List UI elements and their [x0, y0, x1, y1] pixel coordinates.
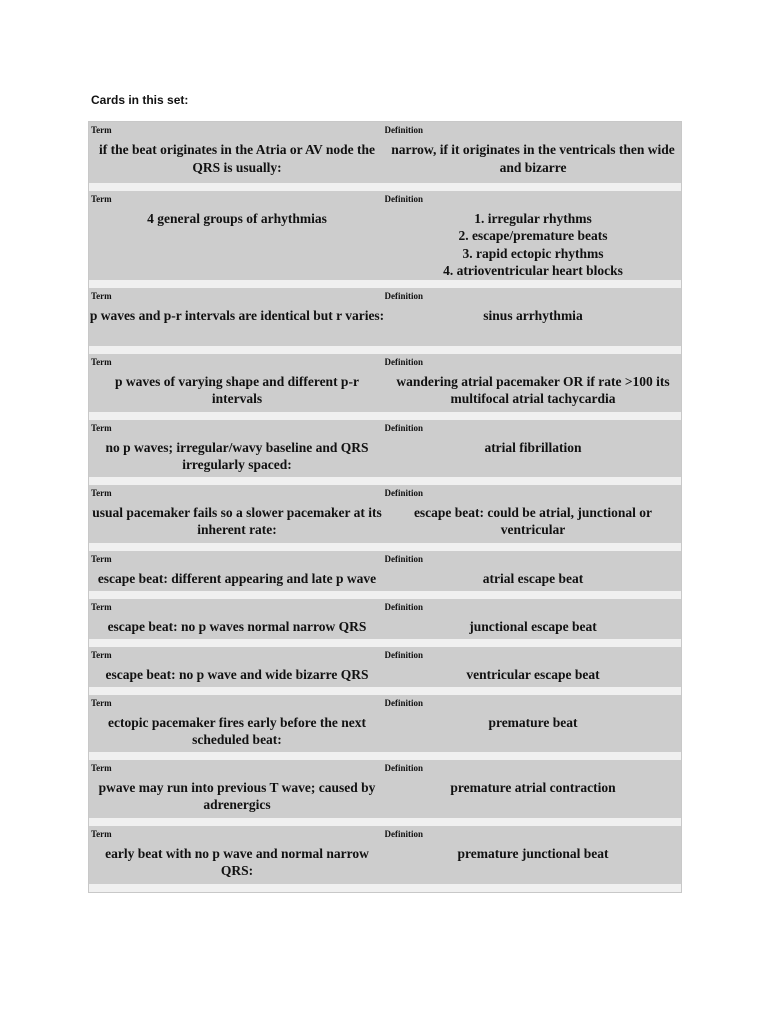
card-term-text: 4 general groups of arhythmias — [147, 210, 327, 226]
card-term-cell — [89, 599, 385, 639]
card-definition-cell — [385, 647, 682, 687]
card-term-text: no p waves; irregular/wavy baseline and QRS irregularly spaced: — [105, 439, 369, 472]
term-label: Term — [91, 601, 112, 612]
separator-cell — [89, 346, 682, 354]
card-definition-text: wandering atrial pacemaker OR if rate >100 its multifocal atrial tachycardia — [396, 373, 670, 406]
cards-heading: Cards in this set: — [91, 93, 189, 107]
card-separator — [89, 818, 682, 826]
separator-cell — [89, 818, 682, 826]
card-row — [89, 191, 682, 280]
definition-label: Definition — [384, 553, 424, 564]
separator-cell — [89, 412, 682, 420]
card-definition-text: escape beat: could be atrial, junctional or ventricular — [413, 504, 653, 537]
card-row — [89, 647, 682, 687]
definition-label: Definition — [384, 125, 424, 135]
definition-label: Definition — [384, 601, 424, 612]
definition-label: Definition — [384, 828, 424, 839]
card-definition-cell — [385, 695, 682, 752]
card-term-text: usual pacemaker fails so a slower pacemaker at its inherent rate: — [92, 504, 382, 537]
card-term-cell — [89, 647, 385, 687]
card-term-cell — [89, 826, 385, 884]
separator-cell — [89, 183, 682, 191]
separator-cell — [89, 639, 682, 647]
card-row — [89, 288, 682, 346]
separator-cell — [89, 752, 682, 760]
card-definition-cell — [385, 420, 682, 477]
card-definition-cell — [385, 485, 682, 543]
card-term-cell — [89, 191, 385, 280]
card-separator — [89, 280, 682, 288]
term-label: Term — [91, 487, 112, 498]
card-row — [89, 760, 682, 818]
card-term-cell — [89, 354, 385, 412]
card-table — [88, 121, 682, 893]
definition-label: Definition — [384, 649, 424, 660]
card-separator — [89, 687, 682, 695]
term-label: Term — [91, 356, 112, 367]
card-separator — [89, 183, 682, 191]
term-label: Term — [91, 649, 112, 660]
definition-label: Definition — [384, 422, 424, 433]
card-row — [89, 695, 682, 752]
card-definition-text: 1. irregular rhythms 2. escape/premature beats 3. rapid ectopic rhythms 4. atrioventricular heart blocks — [443, 210, 623, 278]
card-separator — [89, 412, 682, 420]
term-label: Term — [91, 828, 112, 839]
term-label: Term — [91, 422, 112, 433]
card-row — [89, 354, 682, 412]
card-row — [89, 420, 682, 477]
card-term-text: pwave may run into previous T wave; caused by adrenergics — [98, 779, 376, 812]
card-term-text: ectopic pacemaker fires early before the next scheduled beat: — [108, 714, 366, 747]
card-separator — [89, 346, 682, 354]
card-term-text: if the beat originates in the Atria or AV node the QRS is usually: — [99, 142, 375, 175]
card-term-text: early beat with no p wave and normal narrow QRS: — [105, 845, 369, 878]
definition-label: Definition — [384, 697, 424, 708]
card-term-cell — [89, 695, 385, 752]
definition-label: Definition — [384, 290, 424, 301]
card-list — [89, 122, 682, 893]
separator-cell — [89, 687, 682, 695]
card-definition-text: junctional escape beat — [469, 618, 597, 634]
separator-cell — [89, 543, 682, 551]
term-label: Term — [91, 762, 112, 773]
card-definition-cell — [385, 288, 682, 346]
definition-label: Definition — [384, 762, 424, 773]
definition-label: Definition — [384, 356, 424, 367]
card-definition-cell — [385, 354, 682, 412]
card-row — [89, 599, 682, 639]
card-term-cell — [89, 485, 385, 543]
term-label: Term — [91, 553, 112, 564]
card-definition-text: narrow, if it originates in the ventricals then wide and bizarre — [391, 142, 675, 175]
card-definition-text: premature atrial contraction — [450, 779, 616, 795]
card-definition-cell — [385, 191, 682, 280]
card-separator — [89, 639, 682, 647]
card-row — [89, 826, 682, 884]
card-definition-text: sinus arrhythmia — [483, 307, 583, 323]
definition-label: Definition — [384, 487, 424, 498]
card-term-text: p waves and p-r intervals are identical but r varies: — [89, 307, 385, 323]
card-definition-text: ventricular escape beat — [466, 666, 600, 682]
card-term-cell — [89, 760, 385, 818]
card-separator — [89, 543, 682, 551]
card-definition-cell — [385, 551, 682, 591]
card-row — [89, 122, 682, 183]
separator-cell — [89, 280, 682, 288]
card-term-cell — [89, 122, 385, 183]
term-label: Term — [91, 193, 112, 204]
card-term-text: escape beat: no p waves normal narrow QRS — [107, 618, 367, 634]
card-term-cell — [89, 420, 385, 477]
card-definition-cell — [385, 599, 682, 639]
card-row — [89, 551, 682, 591]
term-label: Term — [91, 290, 112, 301]
card-definition-text: premature junctional beat — [457, 845, 609, 861]
card-definition-text: atrial escape beat — [482, 570, 584, 586]
card-term-cell — [89, 551, 385, 591]
card-definition-cell — [385, 122, 682, 183]
term-label: Term — [91, 125, 112, 135]
card-definition-cell — [385, 826, 682, 884]
card-separator — [89, 477, 682, 485]
card-term-text: p waves of varying shape and different p-r intervals — [115, 373, 359, 406]
separator-cell — [89, 591, 682, 599]
definition-label: Definition — [384, 193, 424, 204]
card-definition-cell — [385, 760, 682, 818]
card-separator — [89, 591, 682, 599]
separator-cell — [89, 477, 682, 485]
card-definition-text: atrial fibrillation — [484, 439, 582, 455]
separator-cell — [89, 884, 682, 893]
term-label: Term — [91, 697, 112, 708]
card-term-cell — [89, 288, 385, 346]
card-term-text: escape beat: different appearing and late p wave — [97, 570, 377, 586]
card-term-text: escape beat: no p wave and wide bizarre QRS — [105, 666, 369, 682]
card-row — [89, 485, 682, 543]
card-definition-text: premature beat — [488, 714, 578, 730]
card-separator — [89, 752, 682, 760]
card-separator — [89, 884, 682, 893]
